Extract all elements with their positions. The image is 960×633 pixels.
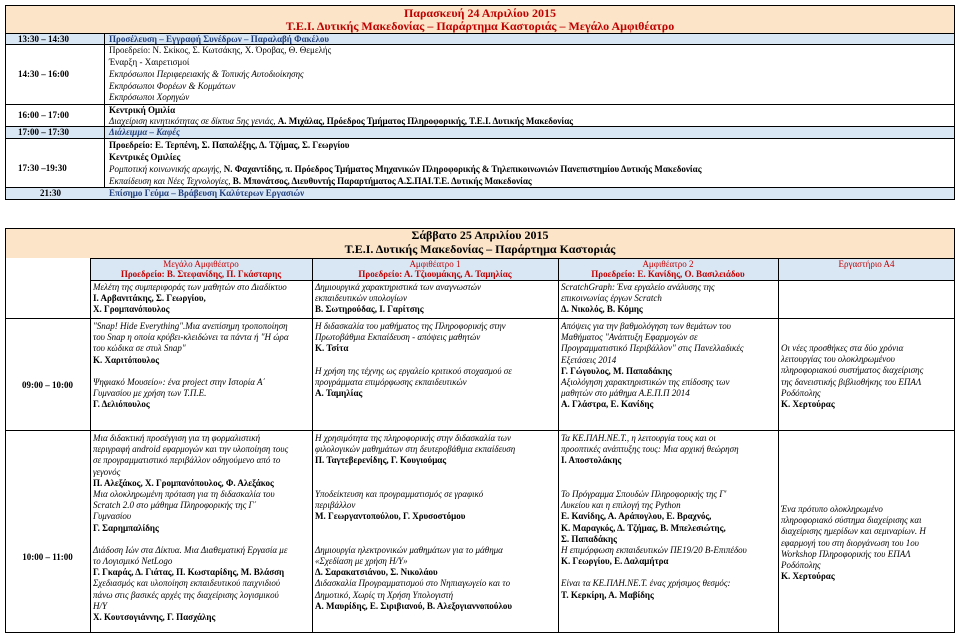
friday-r3-keynote: Κεντρική Ομιλία — [109, 105, 176, 115]
listing-line: Δ. Νικολός, Β. Κόμης — [561, 304, 643, 315]
friday-r2-line3: Εκπρόσωποι Περιφερειακής & Τοπικής Αυτοδιοίκησης — [109, 69, 304, 79]
s1-col-1 — [93, 321, 309, 411]
listing-line: Η επιμόρφωση εκπαιδευτικών ΠΕ19/20 Β-Επιπέδου — [561, 544, 747, 555]
listing-line: το Λογισμικό NetLogo — [93, 556, 173, 567]
listing-line: γεγονός — [93, 466, 121, 477]
listing-line: Δημοτικό, Χωρίς τη Χρήση Υπολογιστή — [315, 589, 454, 600]
listing-line: πληροφοριακού συστήματος διαχείρισης — [781, 365, 924, 376]
session2-time: 10:00 – 11:00 — [22, 552, 73, 562]
friday-r2-chairs: Προεδρείο: Ν. Σκίκος, Σ. Κωτσάκης, Χ. Όροβας, Θ. Θεμελής — [109, 45, 332, 55]
room-2-chair: Προεδρείο: Α. Τζιουμάκης, Α. Ταμηλίας — [358, 269, 512, 279]
friday-venue: Τ.Ε.Ι. Δυτικής Μακεδονίας – Παράρτημα Καστοριάς – Μεγάλο Αμφιθέατρο — [285, 19, 675, 33]
listing-line: Δ. Σαρακατσιάνου, Σ. Νικολάου — [315, 567, 438, 578]
listing-line — [561, 467, 775, 478]
listing-line: Π. Αλεξάκος, Χ. Γρομπανόπουλος, Φ. Αλεξάκος — [93, 477, 274, 488]
listing-line: περιγραφή android εφαρμογών και την υλοποίηση τους — [93, 444, 289, 455]
listing-line: Διάδοση Ιών στα Δίκτυα. Μια Διαθεματική Εργασία με — [93, 544, 288, 555]
friday-r4-time: 17:00 – 17:30 — [18, 127, 69, 137]
listing-line: Π. Ταγτεβερενίδης, Γ. Κουγιούμας — [315, 455, 447, 466]
listing-line — [93, 366, 309, 377]
listing-line: Ροδόπολης — [781, 387, 821, 398]
listing-line: Γ. Σαρημπαλίδης — [93, 522, 159, 533]
friday-r1-time: 13:30 – 14:30 — [18, 34, 69, 44]
s1-col-2 — [315, 321, 555, 399]
friday-r6-time: 21:30 — [40, 188, 61, 198]
listing-line: Ένα πρότυπο ολοκληρωμένο — [781, 504, 883, 514]
listing-line: Εξετάσεις 2014 — [561, 354, 617, 365]
listing-line: Γ. Γκαράς, Δ. Γιάτας, Π. Κωσταρίδης, Μ. Βλάσση — [93, 567, 285, 578]
listing-line: περιβάλλον — [315, 500, 356, 511]
listing-line: διαχείρισης ημερίδων και σεμιναρίων. Η — [781, 526, 926, 537]
listing-line: Α. Ταμηλίας — [315, 388, 363, 399]
friday-r3-talk: Διαχείριση κινητικότητας σε δίκτυα 5ης γενιάς, Α. Μιχάλας, Πρόεδρος Τμήματος Πληροφορικής, Τ.Ε.Ι. Δυτικής Μακεδονίας — [109, 116, 574, 126]
listing-line: Οι νέες προσθήκες στα δύο χρόνια — [781, 343, 904, 353]
listing-line: Απόψεις για την βαθμολόγηση των θεμάτων του — [561, 321, 731, 331]
listing-line: Κ. Χερτούρας — [781, 398, 835, 409]
listing-line: προγράμματα επιμόρφωσης εκπαιδευτικών — [315, 376, 467, 387]
listing-line: «Σχεδίαση με χρήση Η/Υ» — [315, 556, 408, 567]
listing-line: Τ. Κερκίρη, Α. Μαβίδης — [561, 589, 654, 600]
listing-line: Ροδόπολης — [781, 559, 821, 570]
listing-line: Κ. Γεωργίου, Ε. Δαλαμήτρα — [561, 556, 669, 567]
listing-line: Υποδείκτευση και προγραμματισμός σε γραφικό — [315, 488, 484, 499]
listing-line: Η χρησιμότητα της πληροφορικής στην διδασκαλία των — [315, 433, 511, 443]
listing-line: Γ. Γώγουλος, Μ. Παπαδάκης — [561, 365, 672, 376]
listing-line: επικοινωνίας έργων Scratch — [561, 293, 662, 304]
friday-r5-time: 17:30 –19:30 — [18, 163, 67, 173]
listing-line: "Snap! Hide Everything".Μια ανεπίσημη τροποποίηση — [93, 321, 288, 331]
listing-line — [315, 478, 555, 489]
intro-col-2 — [315, 282, 555, 316]
s2-col-1 — [93, 433, 309, 623]
friday-r3-time: 16:00 – 17:00 — [18, 110, 69, 120]
listing-line — [93, 534, 309, 545]
listing-line: πληροφοριακό σύστημα διαχείρισης και — [781, 515, 922, 526]
listing-line — [315, 355, 555, 366]
listing-line: του κώδικα σε στυλ Snap" — [93, 343, 186, 354]
room-1-chair: Προεδρείο: Β. Στεφανίδης, Π. Γκάσταρης — [120, 269, 282, 279]
listing-line: Κ. Τσίτα — [315, 343, 349, 354]
s2-col-4 — [781, 504, 952, 582]
listing-line: Η χρήση της τέχνης ως εργαλείο κριτικού στοχασμού σε — [315, 365, 512, 376]
room-1-name: Μεγάλο Αμφιθέατρο — [163, 259, 239, 269]
friday-r5-talk2: Εκπαίδευση και Νέες Τεχνολογίες, Β. Μπονάτσος, Διευθυντής Παραρτήματος Α.Σ.ΠΑΙ.Τ.Ε. Δυτικής Μακεδονίας — [109, 176, 532, 186]
friday-r5-talk1: Ρομποτική κοινωνικής αρωγής, Ν. Φαχαντίδης, π. Πρόεδρος Τμήματος Μηχανικών Πληροφορικής & Τηλεπικοινωνιών Πανεπιστημίου Δυτικής Μακεδονίας — [109, 164, 702, 174]
listing-line — [561, 478, 775, 489]
friday-r4-text: Διάλειμμα – Καφές — [109, 127, 180, 137]
listing-line: εκπαιδευτικών υπολογίων — [315, 293, 407, 304]
intro-col-3 — [561, 282, 775, 316]
listing-line: του Snap η οποία κρύβει-κλειδώνει τα πάντα ή "Η ώρα — [93, 332, 289, 343]
friday-r5-keynotes: Κεντρικές Ομιλίες — [109, 152, 181, 162]
listing-line: Πρωτοβάθμια Εκπαίδευση - απόψεις μαθητών — [315, 332, 481, 343]
listing-line: Κ. Χαριτόπουλος — [93, 354, 160, 365]
listing-line: Μ. Γεωργαντοπούλου, Γ. Χρυσοστόμου — [315, 511, 466, 522]
listing-line: μαθητών στο μάθημα Α.Ε.Π.Π 2014 — [561, 388, 690, 399]
listing-line: Γυμνασίου με χρήση των Τ.Π.Ε. — [93, 388, 207, 399]
room-3-chair: Προεδρείο: Ε. Κανίδης, Ο. Βασιλειάδου — [591, 269, 745, 279]
s2-col-2 — [315, 433, 555, 612]
listing-line: Ι. Αποστολάκης — [561, 455, 622, 466]
listing-line: Είναι τα ΚΕ.ΠΛΗ.ΝΕ.Τ. ένας χρήσιμος θεσμός: — [561, 578, 731, 589]
listing-line: ScratchGraph: Ένα εργαλείο ανάλυσης της — [561, 282, 715, 292]
listing-line: Α. Γλάστρα, Ε. Κανίδης — [561, 399, 654, 410]
listing-line: της δανειστικής βιβλιοθήκης του ΕΠΑΛ — [781, 376, 922, 387]
listing-line: Μια διδακτική προσέγγιση για τη φορμαλιστική — [93, 433, 261, 443]
listing-line: Β. Σωτηρούδας, Ι. Γαρίτσης — [315, 304, 424, 315]
listing-line: Δημιουργικά χαρακτηριστικά των αναγνωστών — [315, 282, 481, 292]
friday-r6-text: Επίσημο Γεύμα – Βράβευση Καλύτερων Εργασιών — [109, 188, 305, 198]
room-2-name: Αμφιθέατρο 1 — [409, 259, 461, 269]
saturday-title: Σάββατο 25 Απριλίου 2015 — [411, 228, 549, 242]
listing-line: Ψηφιακό Μουσείο»: ένα project στην Ιστορία Α΄ — [93, 376, 266, 387]
listing-line: Γ. Δελιόπουλος — [93, 399, 150, 410]
listing-line: Προγραμματιστικό Περιβάλλον" στις Πανελλαδικές — [561, 343, 744, 354]
s2-col-3 — [561, 433, 775, 601]
listing-line — [315, 534, 555, 545]
listing-line: Διδασκαλία Προγραμματισμού στο Νηπιαγωγείο και το — [315, 578, 511, 589]
friday-r2-line5: Εκπρόσωποι Χορηγών — [109, 92, 190, 102]
listing-line: Κ. Χερτούρας — [781, 571, 835, 582]
friday-r2-time: 14:30 – 16:00 — [18, 69, 69, 79]
listing-line: Μια ολοκληρωμένη πρόταση για τη διδασκαλία του — [93, 488, 275, 499]
s1-col-4 — [781, 343, 952, 410]
session1-time: 09:00 – 10:00 — [22, 380, 73, 390]
listing-line: σε προγραμματιστικό περιβάλλον οδηγούμενο από το — [93, 455, 281, 466]
room-4-name: Εργαστήριο Α4 — [838, 259, 895, 269]
listing-line: Σχεδιασμός και υλοποίηση εκπαιδευτικού παιχνιδιού — [93, 578, 280, 589]
listing-line: Γυμνασίου — [93, 511, 132, 522]
listing-line: Χ. Κουτσογιάννης, Γ. Πασχάλης — [93, 612, 216, 622]
intro-col-1 — [93, 282, 309, 316]
listing-line: Το Πρόγραμμα Σπουδών Πληροφορικής της Γ' — [561, 488, 727, 499]
listing-line: Ι. Αρβανιτάκης, Σ. Γεωργίου, — [93, 293, 206, 304]
listing-line: Workshop Πληροφορικής του ΕΠΑΛ — [781, 548, 911, 559]
friday-r2-opening: Έναρξη - Χαιρετισμοί — [109, 57, 190, 67]
listing-line: Μαθήματος "Ανάπτυξη Εφαρμογών σε — [561, 332, 698, 343]
friday-r5-chairs: Προεδρείο: Ε. Τερπένη, Σ. Παπαλέξης, Δ. Τζήμας, Σ. Γεωργίου — [109, 140, 350, 150]
listing-line — [315, 523, 555, 534]
listing-line: λειτουργίας του ολοκληρωμένου — [781, 354, 895, 365]
saturday-venue: Τ.Ε.Ι. Δυτικής Μακεδονίας – Παράρτημα Καστοριάς — [344, 242, 616, 256]
listing-line: πάνω στις βασικές αρχές της διαχείρισης λογισμικού — [93, 589, 279, 600]
room-3-name: Αμφιθέατρο 2 — [642, 259, 694, 269]
listing-line: Δημιουργία ηλεκτρονικών μαθημάτων για το μάθημα — [315, 544, 503, 555]
s1-col-3 — [561, 321, 775, 411]
listing-line — [561, 567, 775, 578]
listing-line: Ε. Κανίδης, Α. Αράπογλου, Ε. Βραχνός, — [561, 511, 712, 522]
listing-line: Η διδασκαλία του μαθήματος της Πληροφορικής στην — [315, 321, 506, 331]
friday-r1-text: Προσέλευση – Εγγραφή Συνέδρων – Παραλαβή Φακέλου — [109, 34, 330, 44]
listing-line: Λυκείου και η επιλογή της Python — [561, 500, 681, 511]
listing-line: Scratch 2.0 στο μάθημα Πληροφορικής της Γ΄ — [93, 500, 257, 511]
listing-line: Η/Υ — [93, 600, 108, 611]
listing-line: Κ. Μαραγκός, Δ. Τζήμας, Β. Μπελεσιώτης, — [561, 522, 726, 533]
listing-line: Τα ΚΕ.ΠΛΗ.ΝΕ.Τ., η λειτουργία τους και οι — [561, 433, 716, 443]
listing-line: Αξιολόγηση χαρακτηριστικών της επίδοσης των — [561, 376, 730, 387]
friday-title: Παρασκευή 24 Απριλίου 2015 — [403, 6, 557, 20]
listing-line: Σ. Παπαδάκης — [561, 533, 617, 544]
listing-line: Α. Μαυρίδης, Ε. Σιριβιανού, Β. Αλεξογιαννοπούλου — [315, 600, 513, 611]
listing-line: προοπτικές ανάπτυξης τους: Μια αρχική θεώρηση — [561, 444, 739, 455]
friday-r2-line4: Εκπρόσωποι Φορέων & Κομμάτων — [109, 81, 236, 91]
listing-line — [315, 467, 555, 478]
listing-line: φιλολογικών μαθημάτων στη δευτεροβάθμια εκπαίδευση — [315, 444, 516, 455]
listing-line: Μελέτη της συμπεριφοράς των μαθητών στο Διαδίκτυο — [93, 282, 287, 292]
listing-line: Χ. Γρομπανόπουλος — [93, 304, 170, 315]
listing-line: εφαρμογή του στη διοργάνωση του 1ου — [781, 537, 919, 548]
